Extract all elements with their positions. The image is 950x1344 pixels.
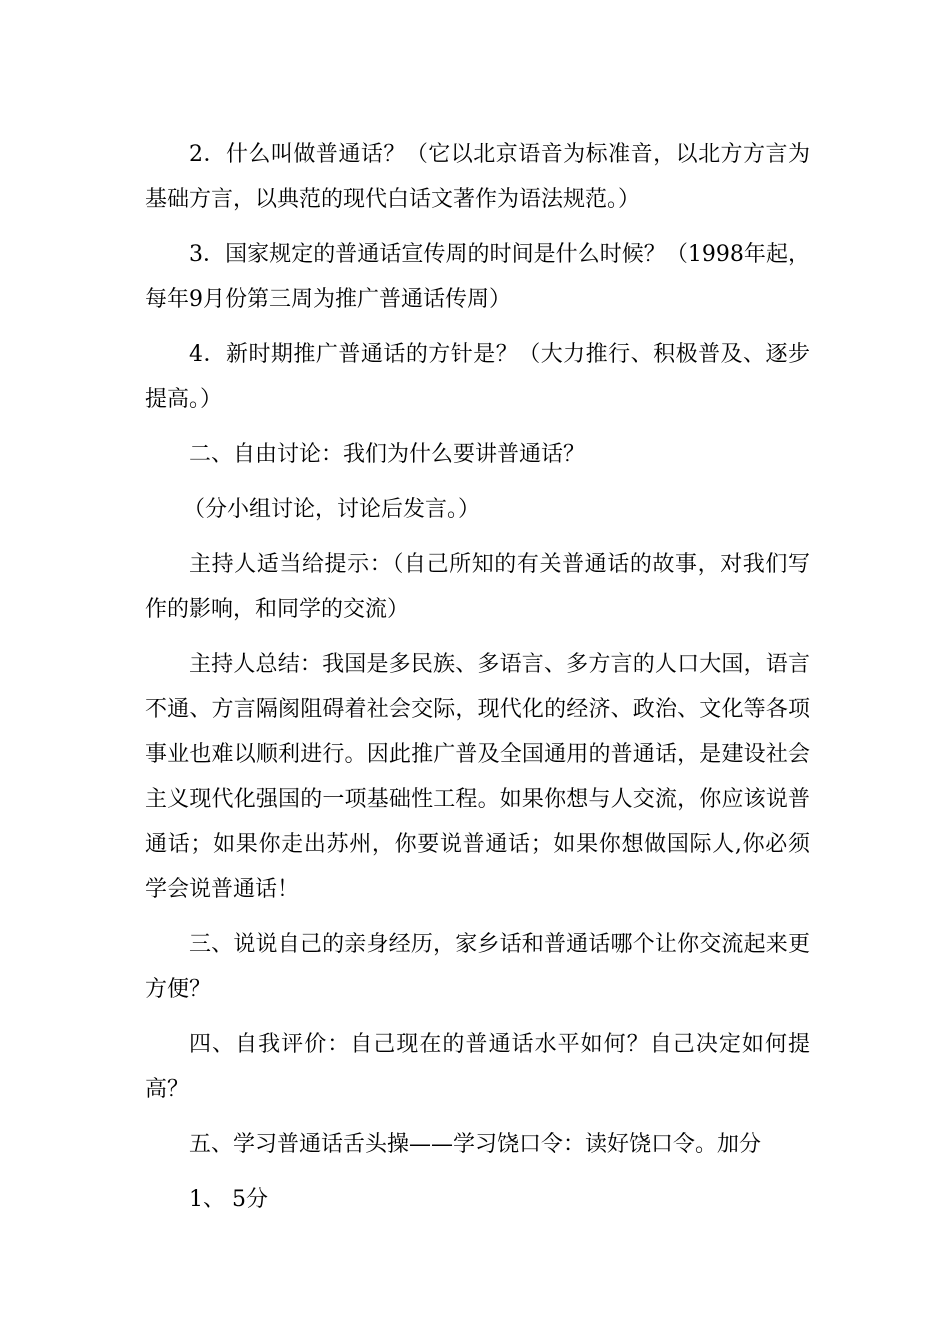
paragraph-section-five: 五、学习普通话舌头操——学习饶口令：读好饶口令。加分 <box>189 1132 762 1157</box>
paragraph-host-hint: 主持人适当给提示：（自己所知的有关普通话的故事，对我们写作的影响，和同学的交流） <box>145 552 810 622</box>
paragraph-group-discussion: （分小组讨论，讨论后发言。） <box>183 497 481 522</box>
paragraph-section-two: 二、自由讨论：我们为什么要讲普通话？ <box>189 442 586 467</box>
paragraph-item-one: 1、 5分 <box>189 1187 268 1212</box>
paragraph-q3: 3．国家规定的普通话宣传周的时间是什么时候？（1998年起，每年9月份第三周为推广普通话传周） <box>145 242 810 312</box>
paragraph-section-four: 四、自我评价：自己现在的普通话水平如何？自己决定如何提高？ <box>145 1032 810 1102</box>
document-body <box>145 132 810 1232</box>
paragraph-section-three: 三、说说自己的亲身经历，家乡话和普通话哪个让你交流起来更方便？ <box>145 932 810 1002</box>
paragraph-host-summary: 主持人总结：我国是多民族、多语言、多方言的人口大国，语言不通、方言隔阂阻碍着社会交际，现代化的经济、政治、文化等各项事业也难以顺利进行。因此推广普及全国通用的普通话，是建设社会主义现代化强国的一项基础性工程。如果你想与人交流，你应该说普通话；如果你走出苏州，你要说普通话；如果你想做国际人,你必须学会说普通话！ <box>145 652 810 902</box>
paragraph-q4: 4．新时期推广普通话的方针是？（大力推行、积极普及、逐步提高。） <box>145 342 810 412</box>
paragraph-q2: 2．什么叫做普通话？（它以北京语音为标准音，以北方方言为基础方言，以典范的现代白话文著作为语法规范。） <box>145 142 810 212</box>
